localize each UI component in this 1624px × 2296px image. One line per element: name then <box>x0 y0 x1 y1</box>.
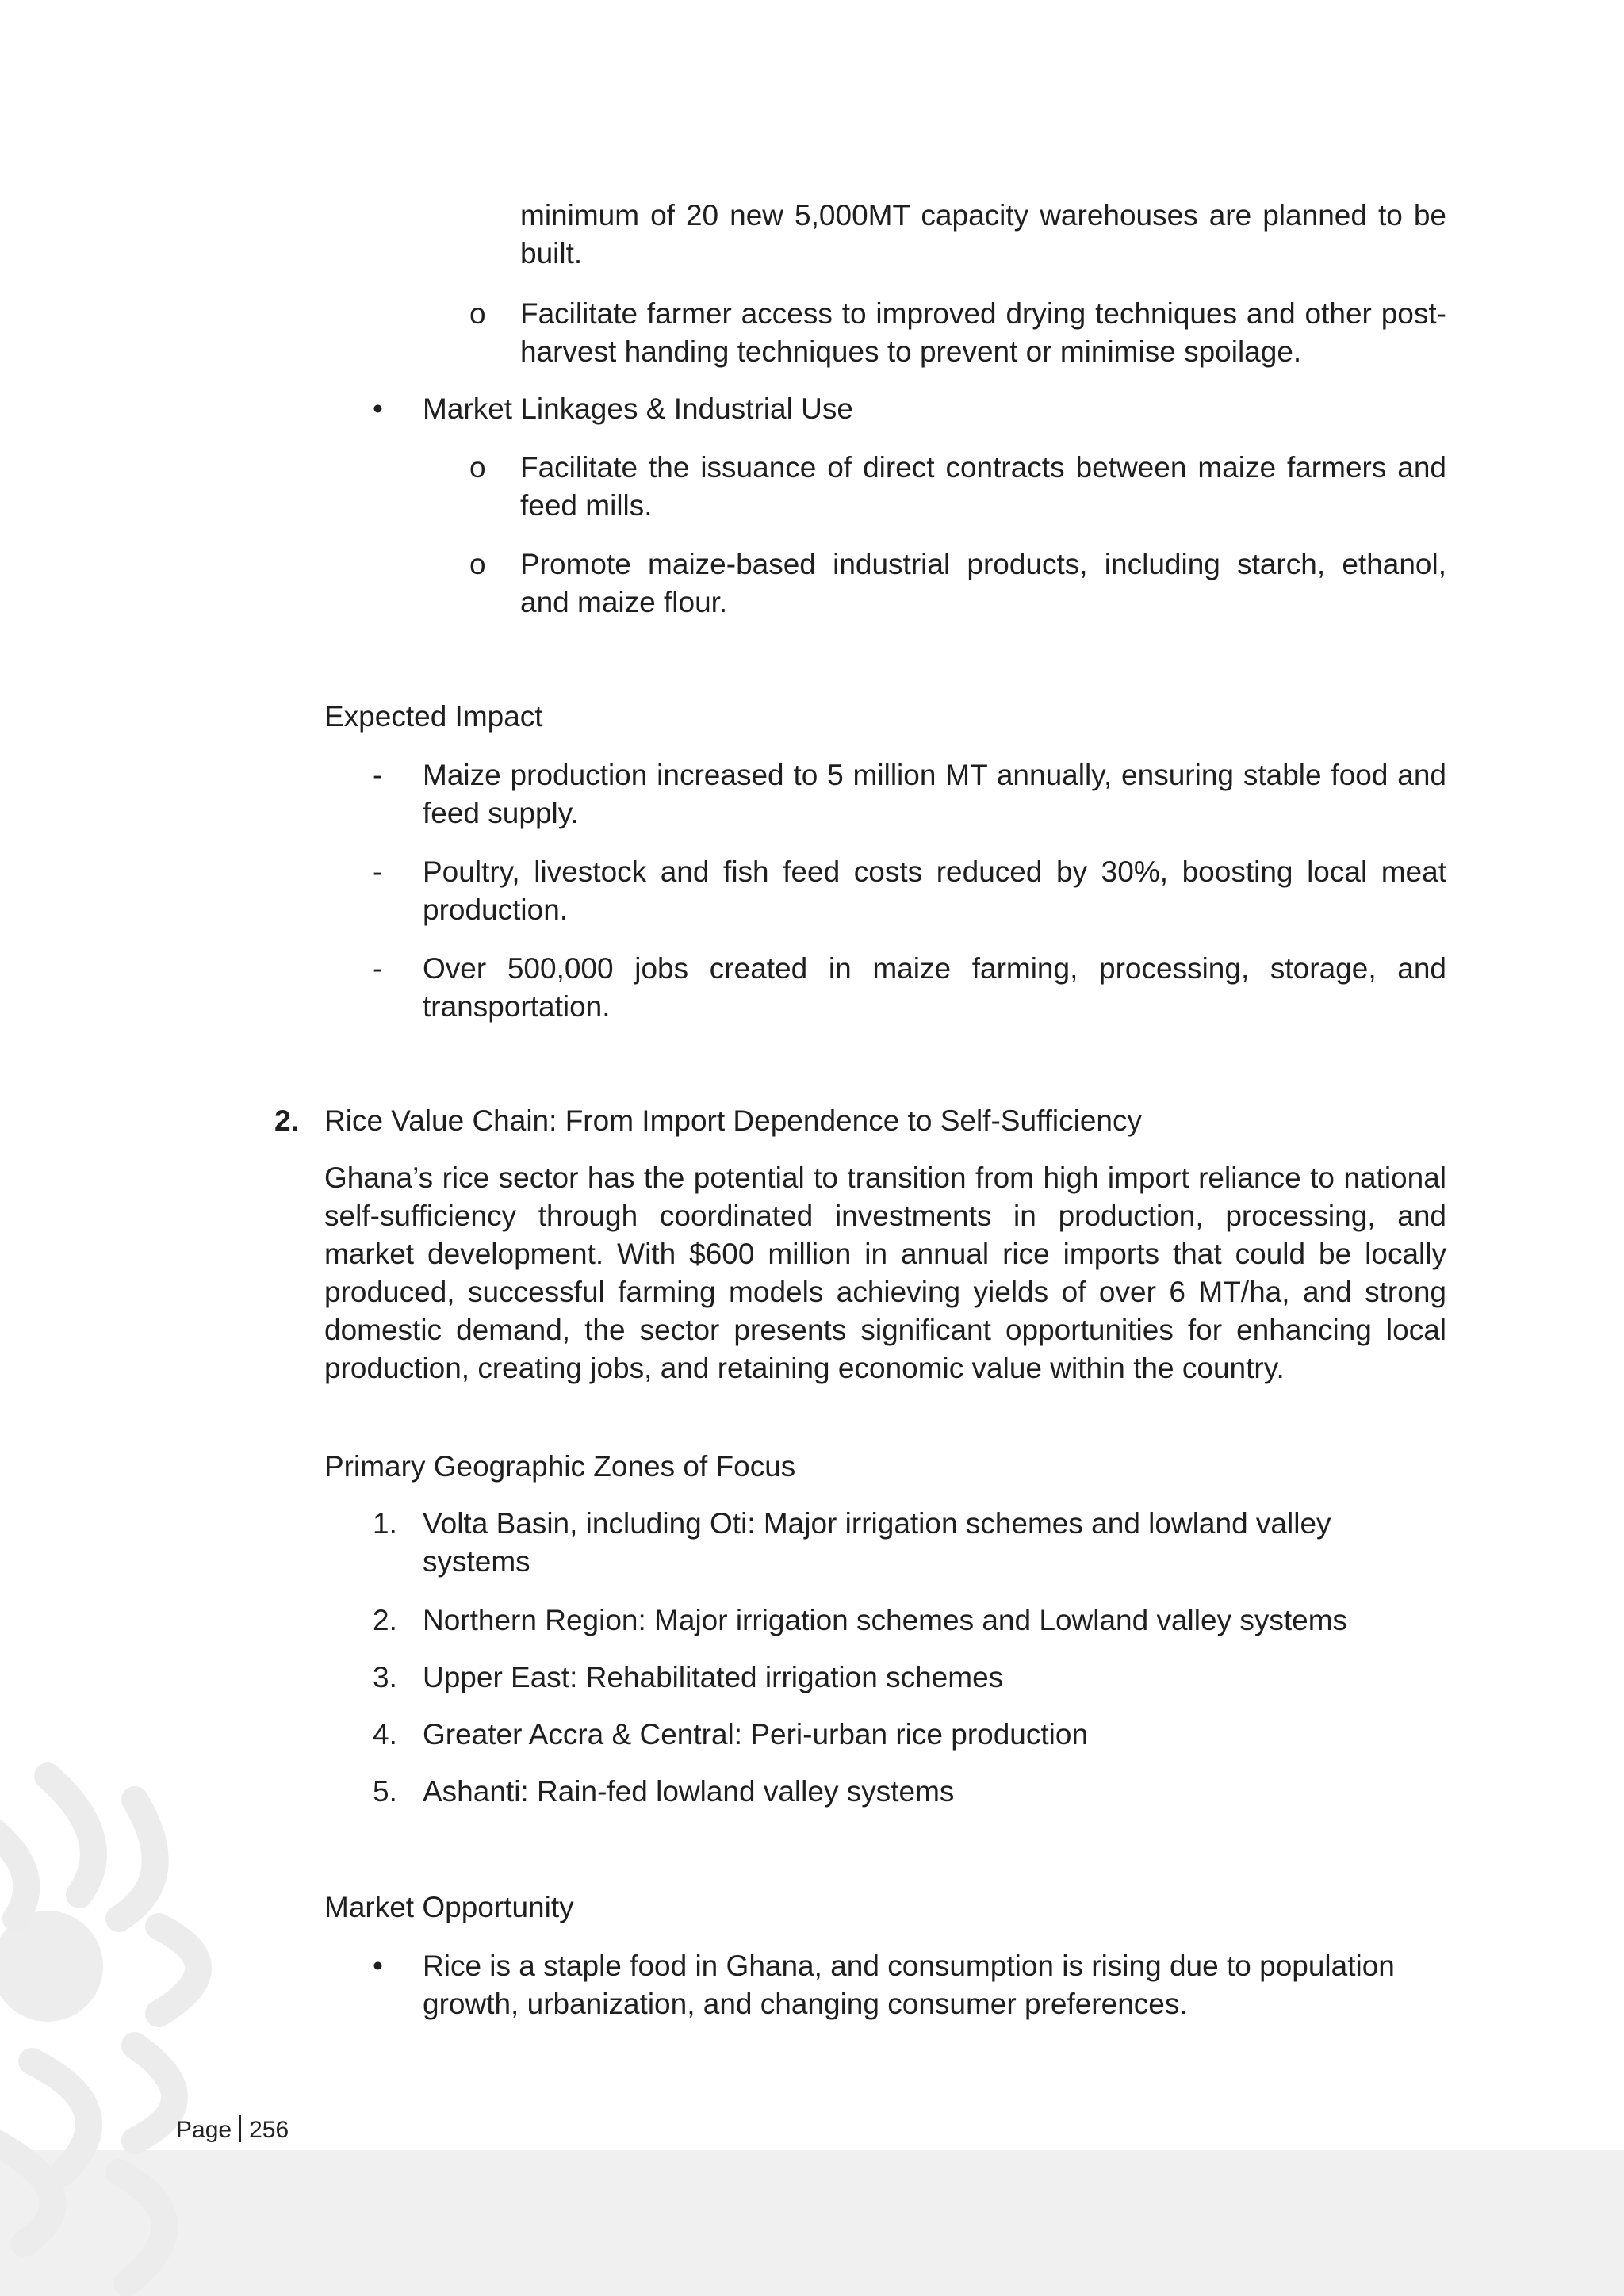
number-marker: 3. <box>373 1661 397 1693</box>
bullet-marker: • <box>373 1950 383 1982</box>
zones-heading: Primary Geographic Zones of Focus <box>324 1450 796 1483</box>
dash-marker: - <box>373 759 383 791</box>
list-item <box>423 950 1446 1026</box>
page-number: 256 <box>249 2117 289 2143</box>
dash-marker: - <box>373 952 383 985</box>
zone-item: Ashanti: Rain-fed lowland valley systems <box>423 1775 955 1808</box>
market-linkages-title: Market Linkages & Industrial Use <box>423 392 853 425</box>
list-item-text: Maize production increased to 5 million MT annually, ensuring stable food and feed supply. <box>423 759 1446 829</box>
page-footer <box>176 2115 289 2145</box>
sub-bullet-marker: o <box>469 297 486 330</box>
list-item <box>423 756 1446 832</box>
zone-item: Northern Region: Major irrigation schemes and Lowland valley systems <box>423 1604 1348 1636</box>
sub-bullet-marker: o <box>469 451 486 484</box>
section-title: Rice Value Chain: From Import Dependence to Self-Sufficiency <box>324 1104 1143 1137</box>
list-item-text: Promote maize-based industrial products, including starch, ethanol, and maize flour. <box>520 548 1446 618</box>
dash-marker: - <box>373 855 383 888</box>
zone-item: Greater Accra & Central: Peri-urban rice production <box>423 1718 1089 1751</box>
page-separator <box>239 2115 241 2142</box>
list-item <box>520 197 1446 273</box>
sub-bullet-marker: o <box>469 548 486 580</box>
watermark-emblem <box>0 1728 262 2296</box>
list-item-text: Facilitate farmer access to improved drying techniques and other post-harvest handing techniques to prevent or minimise spoilage. <box>520 297 1446 368</box>
list-item-text: minimum of 20 new 5,000MT capacity warehouses are planned to be built. <box>520 199 1446 270</box>
page-label: Page <box>176 2117 232 2143</box>
paragraph-text: Ghana’s rice sector has the potential to transition from high import reliance to national self-sufficiency through coordinated investments in production, processing, and market development. With $600 million in annual rice imports that could be locally produced, successful farming models achieving yields of over 6 MT/ha, and strong domestic demand, the sector presents significant opportunities for enhancing local production, creating jobs, and retaining economic value within the country. <box>324 1161 1446 1384</box>
list-item-text: Facilitate the issuance of direct contracts between maize farmers and feed mills. <box>520 451 1446 522</box>
number-marker: 1. <box>373 1507 397 1540</box>
list-item <box>423 853 1446 929</box>
number-marker: 2. <box>373 1604 397 1636</box>
section-paragraph <box>324 1159 1446 1387</box>
list-item <box>520 545 1446 622</box>
list-item: Rice is a staple food in Ghana, and consumption is rising due to population growth, urbanization, and changing consumer preferences. <box>423 1950 1395 2020</box>
bullet-marker: • <box>373 392 383 425</box>
market-opportunity-heading: Market Opportunity <box>324 1891 574 1923</box>
list-item <box>520 295 1446 371</box>
zone-item: Upper East: Rehabilitated irrigation schemes <box>423 1661 1004 1693</box>
section-number: 2. <box>274 1104 299 1137</box>
expected-impact-heading: Expected Impact <box>324 700 543 733</box>
list-item <box>520 449 1446 525</box>
list-item-text: Over 500,000 jobs created in maize farming, processing, storage, and transportation. <box>423 952 1446 1023</box>
zone-item: Volta Basin, including Oti: Major irrigation schemes and lowland valley systems <box>423 1507 1331 1578</box>
list-item-text: Poultry, livestock and fish feed costs reduced by 30%, boosting local meat production. <box>423 855 1446 926</box>
number-marker: 5. <box>373 1775 397 1808</box>
number-marker: 4. <box>373 1718 397 1751</box>
